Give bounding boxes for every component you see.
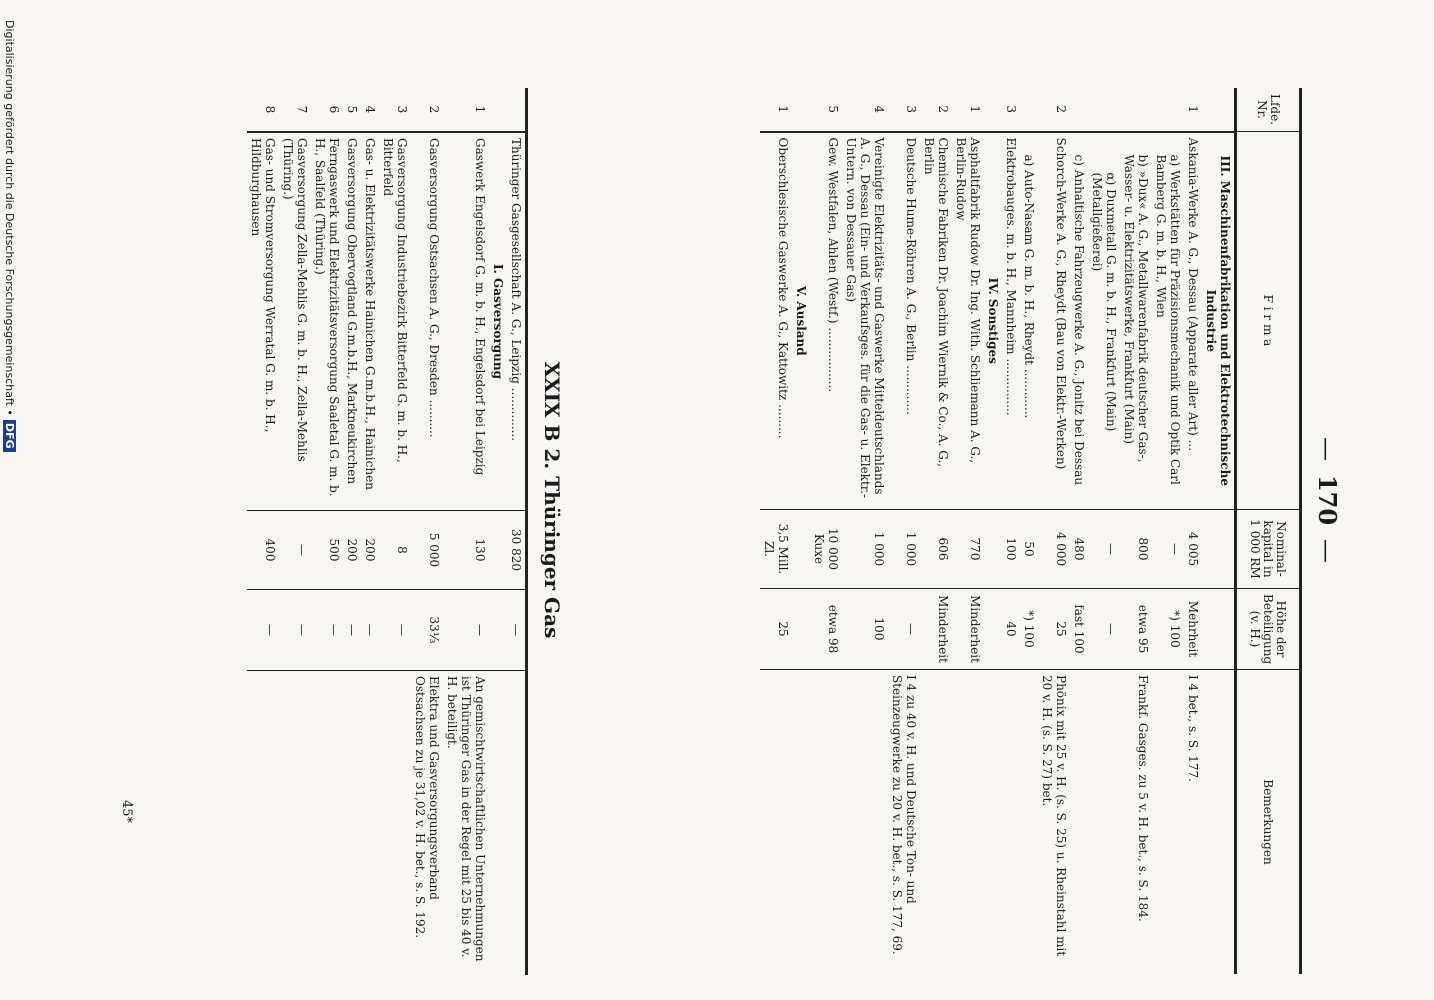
holdings-table	[760, 88, 1302, 974]
footer-page-mark: 45*	[119, 800, 134, 824]
cell-kapital: 130	[443, 511, 489, 590]
cell-kapital: 200	[343, 511, 361, 590]
table-row	[411, 88, 443, 975]
cell-beteiligung: *) 100	[1152, 589, 1184, 670]
table-row	[343, 88, 361, 975]
dfg-logo: DFG	[3, 420, 16, 452]
cell-nr: 3	[1004, 105, 1018, 114]
section-row	[1202, 88, 1236, 974]
cell-kapital: 606	[920, 510, 952, 589]
cell-bemerkungen	[1002, 670, 1020, 975]
cell-nr: 1	[473, 105, 487, 114]
cell-firma: Elektrobauges. m. b. H., Mannheim ...............	[1002, 132, 1020, 510]
cell-kapital: 480	[1070, 510, 1088, 589]
cell-bemerkungen	[920, 670, 952, 975]
cell-kapital: —	[279, 511, 311, 590]
thueringer-gas-table	[247, 88, 528, 975]
cell-nr: 1	[968, 105, 982, 114]
page-number: 170	[1313, 474, 1342, 526]
table-row	[1120, 88, 1152, 974]
header-nr: Lfde. Nr.	[1236, 88, 1301, 132]
cell-firma: α) Duxmetall G. m. b. H., Frankfurt (Main) (Metallgießerei)	[1088, 132, 1120, 510]
table-row	[1038, 88, 1070, 974]
cell-beteiligung: etwa 98	[810, 589, 842, 670]
section-row	[984, 88, 1002, 974]
cell-firma: Chemische Fabriken Dr. Joachim Wiernik & Co., A. G., Berlin	[920, 132, 952, 510]
cell-firma: c) Anhaltische Fahrzeugwerke A. G., Jonitz bei Dessau	[1070, 132, 1088, 510]
cell-beteiligung: 25	[760, 589, 792, 670]
cell-beteiligung: —	[1088, 589, 1120, 670]
table-row	[443, 88, 489, 975]
cell-kapital: 1 000	[842, 510, 888, 589]
cell-kapital: 400	[247, 511, 279, 590]
table-row	[952, 88, 984, 974]
cell-firma: Thüringer Gasgesellschaft A. G., Leipzig ..............	[507, 132, 527, 511]
cell-bemerkungen	[247, 671, 279, 976]
cell-nr	[1088, 88, 1120, 132]
cell-nr: 8	[263, 105, 277, 114]
cell-kapital: 10 000 Kuxe	[810, 510, 842, 589]
cell-bemerkungen	[279, 671, 311, 976]
cell-nr	[1152, 88, 1184, 132]
section-row	[792, 88, 810, 974]
cell-firma: Oberschlesische Gaswerke A. G., Kattowitz .........	[760, 132, 792, 510]
section-row	[489, 88, 507, 975]
cell-bemerkungen	[1152, 670, 1184, 975]
cell-firma: Gew. Westfalen, Ahlen (Westf.) .................	[810, 132, 842, 510]
cell-beteiligung: 40	[1002, 589, 1020, 670]
cell-beteiligung: —	[507, 590, 527, 671]
cell-nr: 4	[363, 105, 377, 114]
header-dash-left: —	[1313, 436, 1341, 461]
cell-nr: 1	[776, 105, 790, 114]
table-row	[279, 88, 311, 975]
cell-firma: a) Werkstätten für Präzisionsmechanik und Optik Carl Bamberg G. m. b. H., Wien	[1152, 132, 1184, 510]
cell-kapital: 770	[952, 510, 984, 589]
subsection-heading: I. Gasversorgung	[489, 132, 507, 511]
cell-beteiligung: 33⅓	[411, 590, 443, 671]
cell-bemerkungen	[507, 671, 527, 976]
cell-beteiligung: —	[279, 590, 311, 671]
table-row	[1002, 88, 1020, 974]
cell-beteiligung: —	[361, 590, 379, 671]
cell-nr: 5	[826, 105, 840, 114]
table-row	[247, 88, 279, 975]
cell-firma: Gaswerk Engelsdorf G. m. b. H., Engelsdorf bei Leipzig	[443, 132, 489, 511]
table-row	[1184, 88, 1202, 974]
cell-beteiligung: 25	[1038, 589, 1070, 670]
header-dash-right: —	[1313, 539, 1341, 564]
cell-beteiligung: Minderheit	[952, 589, 984, 670]
cell-beteiligung: —	[443, 590, 489, 671]
cell-kapital: —	[1088, 510, 1120, 589]
cell-nr: 1	[1186, 105, 1200, 114]
cell-firma: Ferngaswerk und Elektrizitätsversorgung Saaletal G. m. b. H., Saalfeld (Thüring.)	[311, 132, 343, 511]
cell-bemerkungen	[952, 670, 984, 975]
cell-nr: 6	[327, 105, 341, 114]
section-title: XXIX B 2. Thüringer Gas	[540, 361, 564, 639]
table-row	[810, 88, 842, 974]
cell-bemerkungen: Frankf. Gasges. zu 5 v. H. bet., s. S. 184.	[1120, 670, 1152, 975]
cell-beteiligung: etwa 95	[1120, 589, 1152, 670]
cell-kapital: 200	[361, 511, 379, 590]
cell-firma: a) Auto-Nasam G. m. b. H., Rheydt .............	[1020, 132, 1038, 510]
cell-nr: 3	[395, 105, 409, 114]
cell-kapital: 3,5 Mill. Zl.	[760, 510, 792, 589]
cell-nr	[1120, 88, 1152, 132]
digitization-note: Digitalisierung gefördert durch die Deutsche Forschungsgemeinschaft •	[3, 20, 16, 416]
cell-firma: Deutsche Hume-Röhren A. G., Berlin .............	[888, 132, 920, 510]
table-header-row	[1236, 88, 1301, 974]
cell-beteiligung: —	[379, 590, 411, 671]
cell-nr	[1070, 88, 1088, 132]
cell-kapital: 500	[311, 511, 343, 590]
table-row	[507, 88, 527, 975]
cell-bemerkungen: I 4 zu 40 v. H. und Deutsche Ton- und Steinzeugwerke zu 20 v. H. bet., s. S. 177, 69.	[888, 670, 920, 975]
table-row	[842, 88, 888, 974]
cell-firma: b) »Dux« A. G., Metallwarenfabrik deutscher Gas-, Wasser- u. Elektrizitätswerke, Frankfurt (Main)	[1120, 132, 1152, 510]
cell-bemerkungen: An gemischtwirtschaftlichen Unternehmungen ist Thüringer Gas in der Regel mit 25 bis 40 v. H. beteiligt.	[443, 671, 489, 976]
cell-bemerkungen: Elektra und Gasversorgungsverband Ostsachsen zu je 31,02 v. H. bet., s. S. 192.	[411, 671, 443, 976]
cell-nr	[1020, 88, 1038, 132]
table-row	[1070, 88, 1088, 974]
cell-bemerkungen	[361, 671, 379, 976]
cell-firma: Gas- u. Elektrizitätswerke Hainichen G.m.b.H., Hainichen	[361, 132, 379, 511]
page-header	[1313, 0, 1342, 1000]
cell-nr: 2	[936, 105, 950, 114]
cell-kapital: 100	[1002, 510, 1020, 589]
cell-beteiligung: *) 100	[1020, 589, 1038, 670]
section-heading: IV. Sonstiges	[984, 132, 1002, 510]
cell-firma: Gasversorgung Obervogtland G.m.b.H., Markneukirchen	[343, 132, 361, 511]
cell-firma: Gas- und Stromversorgung Werratal G. m. b. H., Hildburghausen	[247, 132, 279, 511]
cell-bemerkungen	[810, 670, 842, 975]
cell-nr: 7	[295, 105, 309, 114]
cell-firma: Askania-Werke A. G., Dessau (Apparate aller Art) ...	[1184, 132, 1202, 510]
cell-bemerkungen	[842, 670, 888, 975]
cell-bemerkungen	[379, 671, 411, 976]
cell-bemerkungen	[1070, 670, 1088, 975]
cell-kapital: 8	[379, 511, 411, 590]
cell-kapital: 800	[1120, 510, 1152, 589]
header-bemerkungen: Bemerkungen	[1236, 670, 1301, 975]
cell-beteiligung: —	[343, 590, 361, 671]
cell-firma: Asphaltfabrik Rudow Dr. Ing. With. Schliemann A. G., Berlin-Rudow	[952, 132, 984, 510]
cell-beteiligung: 100	[842, 589, 888, 670]
cell-firma: Gasversorgung Industriebezirk Bitterfeld G. m. b. H., Bitterfeld	[379, 132, 411, 511]
table-row	[1020, 88, 1038, 974]
section-heading: V. Ausland	[792, 132, 810, 510]
cell-firma: Gasversorgung Ostsachsen A. G., Dresden ..........	[411, 132, 443, 511]
cell-kapital: 5 000	[411, 511, 443, 590]
cell-nr: 5	[345, 105, 359, 114]
cell-firma: Gasversorgung Zella-Mehlis G. m. b. H., Zella-Mehlis (Thüring.)	[279, 132, 311, 511]
cell-nr: 2	[1054, 105, 1068, 114]
cell-kapital: 4 005	[1184, 510, 1202, 589]
cell-kapital: 30 820	[507, 511, 527, 590]
table-row	[888, 88, 920, 974]
cell-bemerkungen: I 4 bet., s. S. 177.	[1184, 670, 1202, 975]
cell-bemerkungen	[1020, 670, 1038, 975]
cell-kapital: —	[1152, 510, 1184, 589]
cell-beteiligung: —	[311, 590, 343, 671]
cell-bemerkungen	[311, 671, 343, 976]
header-kapital: Nominal-kapital in 1 000 RM	[1236, 510, 1301, 589]
cell-nr: 3	[904, 105, 918, 114]
cell-beteiligung: —	[247, 590, 279, 671]
cell-kapital: 50	[1020, 510, 1038, 589]
header-beteiligung: Höhe der Beteiligung (v. H.)	[1236, 589, 1301, 670]
cell-firma: Vereinigte Elektrizitäts- und Gaswerke Mitteldeutschlands A. G., Dessau (Ein- und Verkaufsges. für die Gas- u. Elektr.-Untern. von Dessauer Gas)	[842, 132, 888, 510]
cell-bemerkungen	[1088, 670, 1120, 975]
table-row	[920, 88, 952, 974]
table-row	[1152, 88, 1184, 974]
table-row	[361, 88, 379, 975]
table-row	[379, 88, 411, 975]
cell-beteiligung: —	[888, 589, 920, 670]
table-row	[760, 88, 792, 974]
cell-bemerkungen	[343, 671, 361, 976]
table-row	[311, 88, 343, 975]
cell-bemerkungen: Phönix mit 25 v. H. (s. S. 25) u. Rheinstahl mit 20 v. H. (s. S. 27) bet.	[1038, 670, 1070, 975]
cell-kapital: 4 000	[1038, 510, 1070, 589]
cell-beteiligung: Mehrheit	[1184, 589, 1202, 670]
cell-nr: 4	[872, 105, 886, 114]
header-firma: F i r m a	[1236, 132, 1301, 510]
section-heading: III. Maschinenfabrikation und Elektrotechnische Industrie	[1202, 132, 1236, 510]
digitization-credit	[3, 20, 16, 452]
cell-kapital: 1 000	[888, 510, 920, 589]
table-row	[1088, 88, 1120, 974]
cell-beteiligung: fast 100	[1070, 589, 1088, 670]
cell-bemerkungen	[760, 670, 792, 975]
cell-beteiligung: Minderheit	[920, 589, 952, 670]
cell-firma: Schorch-Werke A. G., Rheydt (Bau von Elektr.-Werken)	[1038, 132, 1070, 510]
cell-nr: 2	[427, 105, 441, 114]
